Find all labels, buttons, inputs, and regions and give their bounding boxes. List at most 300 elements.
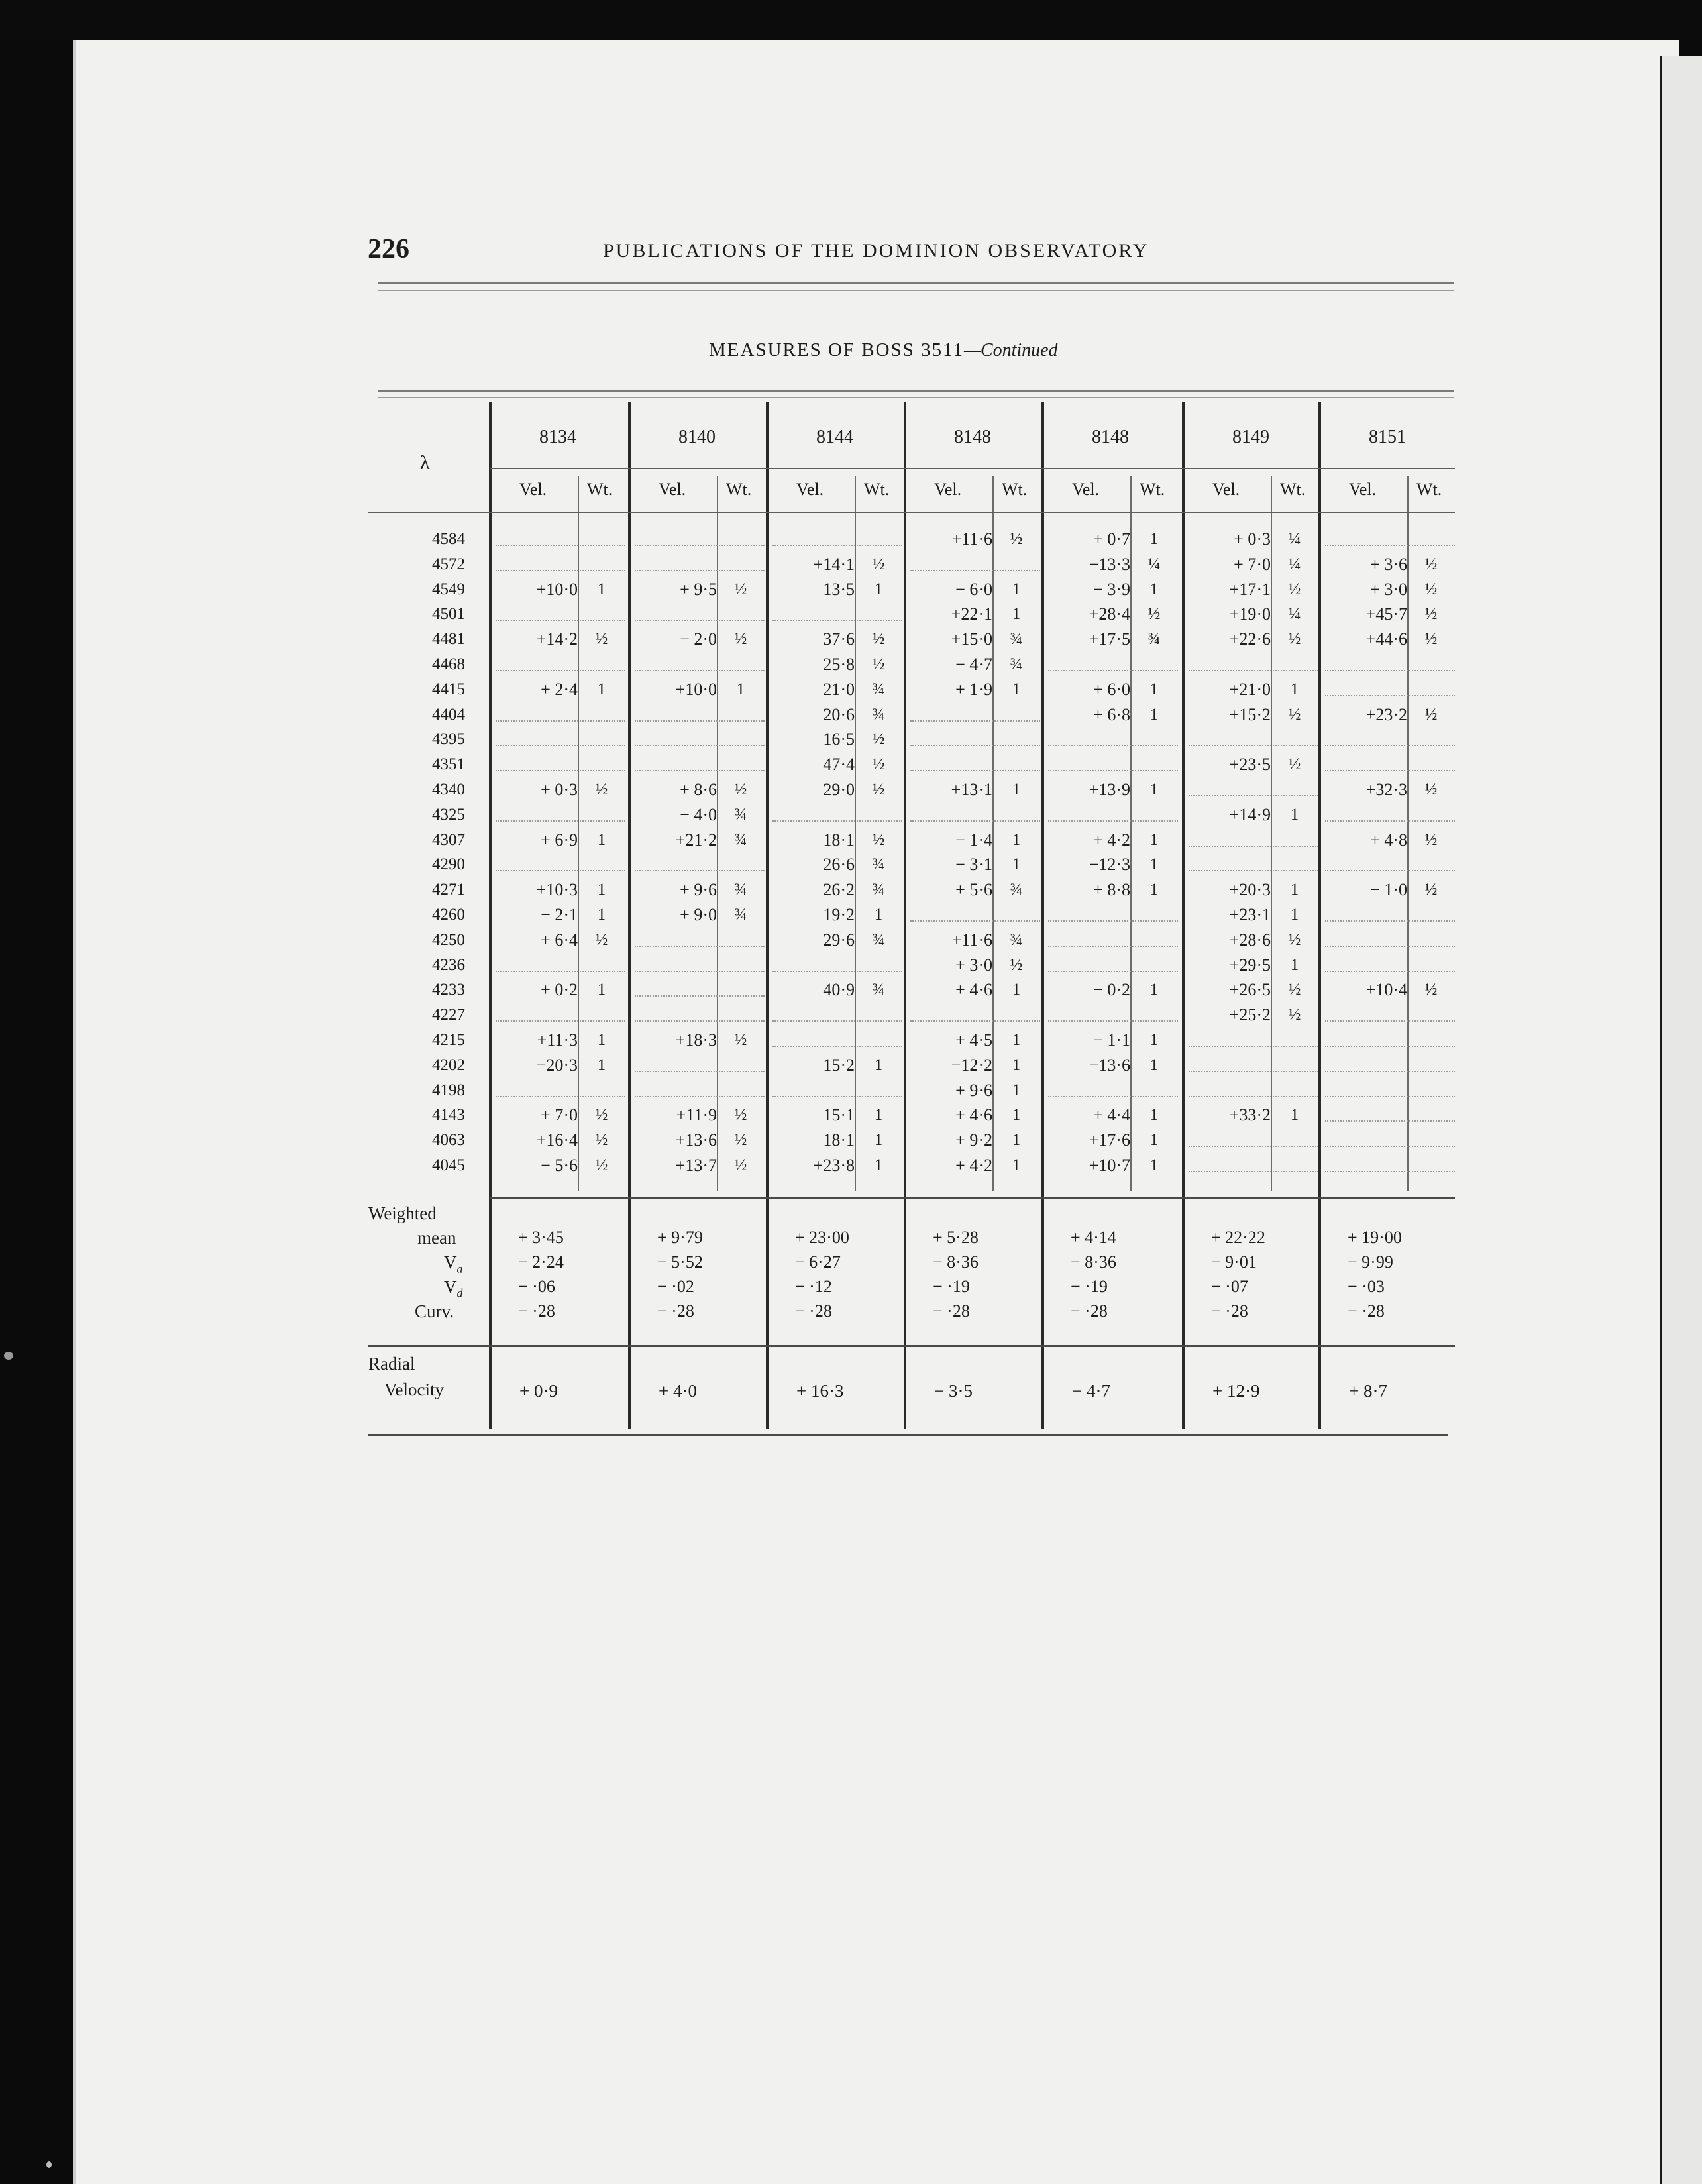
empty-cell-leader [1325, 545, 1455, 546]
weight-value: ½ [1147, 605, 1161, 624]
velocity-value: + 0·3 [541, 780, 578, 799]
empty-cell-leader [1189, 1046, 1318, 1047]
velocity-value: +11·9 [676, 1105, 717, 1125]
velocity-value: 16·5 [823, 730, 855, 749]
weight-value: 1 [1012, 1056, 1021, 1074]
velocity-value: + 3·6 [1370, 554, 1407, 574]
velocity-value: +11·6 [951, 930, 992, 950]
velocity-value: +13·9 [1089, 780, 1130, 799]
weight-value: ½ [1010, 530, 1023, 548]
velocity-value: − 1·4 [955, 830, 992, 849]
plate-header-rule [490, 468, 1455, 469]
weighted-mean-value: + 19·00 [1348, 1228, 1402, 1247]
velocity-value: +23·2 [1365, 704, 1407, 724]
plate-number: 8140 [678, 427, 716, 447]
weight-value: 1 [597, 1031, 606, 1049]
velocity-value: +19·0 [1229, 604, 1271, 624]
velocity-value: +23·1 [1229, 905, 1271, 924]
weight-value: 1 [1012, 830, 1021, 849]
empty-cell-leader [635, 545, 765, 546]
weight-value: ¾ [1147, 630, 1161, 649]
weight-value: ½ [1424, 781, 1438, 798]
table-bottom-rule [368, 1434, 1448, 1436]
velocity-value: 26·6 [823, 855, 855, 875]
summary-rule [368, 1345, 1455, 1347]
wavelength-label: 4468 [432, 655, 465, 673]
wavelength-label: 4063 [432, 1131, 465, 1150]
empty-cell-leader [496, 620, 625, 621]
weight-value: ¾ [734, 906, 747, 924]
velocity-value: −12·3 [1089, 855, 1130, 875]
empty-cell-leader [496, 870, 625, 871]
plate-number: 8151 [1369, 427, 1406, 447]
velocity-value: +33·2 [1229, 1105, 1271, 1125]
weight-value: ¾ [1010, 630, 1023, 649]
velocity-value: 21·0 [823, 679, 855, 699]
weight-value: ¾ [734, 830, 747, 849]
weight-value: 1 [1012, 1156, 1021, 1174]
weight-value: ¼ [1288, 555, 1301, 573]
vd-value: − ·19 [1071, 1277, 1108, 1296]
velocity-value: + 6·9 [541, 830, 578, 849]
radial-velocity-value: − 4·7 [1072, 1381, 1110, 1401]
weight-value: ½ [1424, 830, 1438, 849]
velocity-value: − 1·1 [1093, 1030, 1130, 1050]
weight-value: 1 [1149, 981, 1159, 999]
radial-velocity-value: + 8·7 [1349, 1381, 1387, 1401]
empty-cell-leader [635, 720, 765, 722]
empty-cell-leader [772, 1020, 902, 1022]
velocity-value: +13·6 [675, 1130, 717, 1150]
va-value: − 9·99 [1348, 1252, 1393, 1272]
weight-value: ½ [734, 1031, 747, 1049]
empty-cell-leader [496, 670, 625, 671]
weight-value: 1 [1290, 956, 1299, 974]
weight-value: ½ [1010, 956, 1023, 974]
weight-value: 1 [1149, 1106, 1159, 1124]
curv-value: − ·28 [933, 1301, 970, 1321]
weighted-mean-value: + 4·14 [1071, 1228, 1116, 1247]
empty-cell-leader [635, 946, 765, 947]
weight-value: 1 [874, 1156, 883, 1174]
plate-number: 8144 [816, 427, 853, 447]
va-value: − 8·36 [1071, 1252, 1116, 1272]
empty-cell-leader [910, 570, 1040, 571]
velocity-value: 29·0 [823, 780, 855, 799]
va-value: − 8·36 [933, 1252, 979, 1272]
empty-cell-leader [1048, 1020, 1178, 1022]
vel-wt-divider [1130, 476, 1132, 1191]
weight-value: ½ [734, 1156, 747, 1174]
vel-header: Vel. [934, 480, 962, 499]
velocity-value: +15·2 [1229, 704, 1271, 724]
empty-cell-leader [910, 745, 1040, 746]
velocity-value: − 2·0 [680, 629, 717, 649]
weighted-label-2: mean [417, 1228, 456, 1248]
velocity-value: +16·4 [536, 1130, 578, 1150]
subheader-rule [368, 512, 1455, 513]
weight-value: ½ [872, 555, 885, 573]
wavelength-label: 4143 [432, 1106, 465, 1124]
weight-value: 1 [1149, 680, 1159, 698]
velocity-value: + 4·2 [955, 1156, 992, 1175]
empty-cell-leader [1325, 1020, 1455, 1022]
weight-value: 1 [1290, 805, 1299, 824]
curv-value: − ·28 [657, 1301, 694, 1321]
velocity-value: +26·5 [1229, 980, 1271, 1000]
weight-value: ½ [1424, 605, 1438, 624]
weight-value: ¾ [1010, 930, 1023, 949]
wt-header: Wt. [1416, 480, 1442, 499]
scan-speck [46, 2161, 52, 2168]
vd-value: − ·03 [1348, 1277, 1385, 1296]
velocity-value: +32·3 [1365, 780, 1407, 799]
empty-cell-leader [496, 1020, 625, 1022]
velocity-value: + 8·8 [1093, 880, 1130, 900]
plate-number: 8148 [1092, 427, 1129, 447]
vel-wt-divider [1271, 476, 1272, 1191]
velocity-value: 18·1 [823, 830, 855, 849]
empty-cell-leader [1189, 745, 1318, 746]
velocity-value: + 1·9 [955, 679, 992, 699]
velocity-value: − 0·2 [1093, 980, 1130, 1000]
weight-value: 1 [874, 580, 883, 598]
empty-cell-leader [635, 870, 765, 871]
vd-label-text: V [444, 1277, 457, 1297]
empty-cell-leader [635, 745, 765, 746]
va-value: − 5·52 [657, 1252, 703, 1272]
weight-value: ½ [1424, 630, 1438, 649]
velocity-value: +10·4 [1365, 980, 1407, 1000]
velocity-value: +14·9 [1229, 804, 1271, 824]
wavelength-label: 4233 [432, 981, 465, 999]
wavelength-label: 4271 [432, 881, 465, 899]
empty-cell-leader [1325, 695, 1455, 696]
empty-cell-leader [1189, 1171, 1318, 1172]
velocity-value: − 2·1 [541, 905, 578, 924]
velocity-value: + 0·3 [1234, 529, 1271, 549]
velocity-value: +13·7 [675, 1156, 717, 1175]
weight-value: 1 [1012, 580, 1021, 598]
wavelength-label: 4415 [432, 680, 465, 698]
velocity-value: + 7·0 [541, 1105, 578, 1125]
column-divider [904, 402, 906, 1429]
radial-velocity-value: − 3·5 [934, 1381, 973, 1401]
velocity-value: +11·6 [951, 529, 992, 549]
velocity-value: +10·3 [536, 880, 578, 900]
empty-cell-leader [772, 1096, 902, 1097]
weight-value: 1 [597, 680, 606, 698]
velocity-value: +14·1 [813, 554, 855, 574]
weight-value: ½ [734, 1131, 747, 1150]
curv-value: − ·28 [1071, 1301, 1108, 1321]
wavelength-label: 4340 [432, 781, 465, 798]
empty-cell-leader [635, 1071, 765, 1072]
empty-cell-leader [910, 1020, 1040, 1022]
weight-value: 1 [1290, 1106, 1299, 1124]
velocity-value: 26·2 [823, 880, 855, 900]
velocity-value: − 5·6 [541, 1156, 578, 1175]
empty-cell-leader [635, 1020, 765, 1022]
velocity-value: +15·0 [951, 629, 992, 649]
weight-value: ½ [872, 755, 885, 774]
empty-cell-leader [1048, 920, 1178, 922]
weight-value: ½ [1288, 930, 1301, 949]
vel-header: Vel. [659, 480, 686, 499]
weight-value: 1 [1149, 881, 1159, 899]
empty-cell-leader [772, 620, 902, 621]
weight-value: 1 [874, 1106, 883, 1124]
empty-cell-leader [635, 570, 765, 571]
velocity-value: +45·7 [1365, 604, 1407, 624]
vd-value: − ·12 [795, 1277, 832, 1296]
weight-value: 1 [1149, 781, 1159, 798]
velocity-value: − 4·7 [955, 655, 992, 674]
empty-cell-leader [1325, 971, 1455, 972]
wt-header: Wt. [587, 480, 613, 499]
empty-cell-leader [1048, 770, 1178, 771]
velocity-value: −20·3 [536, 1055, 578, 1075]
radial-label-2: Velocity [384, 1380, 444, 1399]
velocity-value: +23·8 [813, 1156, 855, 1175]
velocity-value: − 4·0 [680, 804, 717, 824]
wavelength-label: 4572 [432, 555, 465, 573]
weight-value: ½ [734, 781, 747, 798]
velocity-value: + 3·0 [1370, 579, 1407, 599]
velocity-value: +14·2 [536, 629, 578, 649]
weight-value: ¼ [1288, 530, 1301, 548]
weight-value: ¾ [872, 705, 885, 724]
velocity-value: −13·6 [1089, 1055, 1130, 1075]
weight-value: ¾ [1010, 655, 1023, 673]
weight-value: ¾ [872, 930, 885, 949]
weight-value: 1 [1149, 1056, 1159, 1074]
wavelength-label: 4202 [432, 1056, 465, 1074]
velocity-value: +18·3 [675, 1030, 717, 1050]
body-bottom-rule [490, 1197, 1455, 1199]
wavelength-label: 4307 [432, 830, 465, 849]
velocity-value: + 9·0 [680, 905, 717, 924]
velocity-value: +10·7 [1089, 1156, 1130, 1175]
velocity-value: +22·6 [1229, 629, 1271, 649]
weight-value: ¾ [1010, 881, 1023, 899]
vel-header: Vel. [1072, 480, 1100, 499]
velocity-value: + 4·2 [1093, 830, 1130, 849]
velocity-value: + 4·6 [955, 1105, 992, 1125]
weight-value: ½ [1288, 580, 1301, 598]
weight-value: 1 [1012, 1106, 1021, 1124]
empty-cell-leader [1189, 1146, 1318, 1147]
wavelength-label: 4227 [432, 1006, 465, 1024]
velocity-value: +22·1 [951, 604, 992, 624]
velocity-value: +10·0 [536, 579, 578, 599]
velocity-value: 47·4 [823, 755, 855, 775]
weight-value: ½ [595, 1131, 608, 1150]
weighted-mean-value: + 3·45 [518, 1228, 564, 1247]
vel-header: Vel. [1212, 480, 1240, 499]
weight-value: ¾ [734, 805, 747, 824]
weight-value: ½ [595, 630, 608, 649]
weight-value: 1 [874, 906, 883, 924]
weight-value: 1 [1149, 530, 1159, 548]
vd-value: − ·02 [657, 1277, 694, 1296]
vel-wt-divider [855, 476, 856, 1191]
velocity-value: + 4·6 [955, 980, 992, 1000]
wavelength-label: 4325 [432, 805, 465, 824]
weight-value: ½ [1288, 630, 1301, 649]
empty-cell-leader [910, 920, 1040, 922]
velocity-value: 18·1 [823, 1130, 855, 1150]
weight-value: 1 [1149, 705, 1159, 724]
velocity-value: − 3·1 [955, 855, 992, 875]
weight-value: ½ [872, 781, 885, 798]
weight-value: ½ [595, 1106, 608, 1124]
vd-value: − ·19 [933, 1277, 970, 1296]
velocity-value: − 3·9 [1093, 579, 1130, 599]
empty-cell-leader [635, 670, 765, 671]
radial-label-1: Radial [368, 1354, 415, 1374]
velocity-value: −13·3 [1089, 554, 1130, 574]
velocity-value: + 3·0 [955, 955, 992, 975]
velocity-value: +17·5 [1089, 629, 1130, 649]
velocity-value: 40·9 [823, 980, 855, 1000]
weight-value: 1 [1149, 1131, 1159, 1150]
weight-value: 1 [874, 1131, 883, 1150]
column-divider [766, 402, 769, 1429]
empty-cell-leader [1325, 1120, 1455, 1122]
empty-cell-leader [1325, 946, 1455, 947]
weight-value: ½ [1424, 705, 1438, 724]
va-label-text: V [444, 1252, 457, 1272]
weight-value: 1 [1149, 580, 1159, 598]
wt-header: Wt. [1280, 480, 1306, 499]
radial-velocity-value: + 0·9 [519, 1381, 558, 1401]
empty-cell-leader [635, 1096, 765, 1097]
wt-header: Wt. [726, 480, 752, 499]
velocity-value: 25·8 [823, 655, 855, 674]
scan-speck [4, 1352, 13, 1360]
weighted-mean-value: + 5·28 [933, 1228, 979, 1247]
va-value: − 6·27 [795, 1252, 841, 1272]
empty-cell-leader [1325, 1046, 1455, 1047]
velocity-value: + 7·0 [1234, 554, 1271, 574]
weight-value: 1 [597, 881, 606, 899]
velocity-value: 29·6 [823, 930, 855, 950]
vel-wt-divider [992, 476, 994, 1191]
weight-value: ¾ [872, 881, 885, 899]
table-title-suffix: —Continued [964, 340, 1058, 360]
velocity-value: + 0·7 [1093, 529, 1130, 549]
empty-cell-leader [496, 720, 625, 722]
radial-velocity-value: + 16·3 [796, 1381, 844, 1401]
plate-number: 8148 [954, 427, 991, 447]
empty-cell-leader [1325, 1071, 1455, 1072]
wavelength-label: 4501 [432, 605, 465, 624]
vel-wt-divider [717, 476, 718, 1191]
velocity-value: 19·2 [823, 905, 855, 924]
weighted-mean-value: + 23·00 [795, 1228, 849, 1247]
wavelength-label: 4236 [432, 956, 465, 974]
weight-value: ½ [1288, 1006, 1301, 1024]
velocity-value: +21·2 [675, 830, 717, 849]
weight-value: ½ [734, 1106, 747, 1124]
weight-value: 1 [736, 680, 745, 698]
wavelength-label: 4404 [432, 705, 465, 724]
radial-velocity-value: + 12·9 [1212, 1381, 1260, 1401]
wavelength-label: 4290 [432, 855, 465, 874]
empty-cell-leader [772, 820, 902, 822]
velocity-value: +28·4 [1089, 604, 1130, 624]
empty-cell-leader [635, 770, 765, 771]
empty-cell-leader [1325, 1146, 1455, 1147]
weight-value: 1 [1149, 1031, 1159, 1049]
column-divider [628, 402, 631, 1429]
weight-value: 1 [1290, 906, 1299, 924]
weight-value: ¾ [872, 981, 885, 999]
weight-value: ½ [1424, 555, 1438, 573]
empty-cell-leader [1325, 770, 1455, 771]
vd-label [444, 1277, 463, 1300]
velocity-value: +20·3 [1229, 880, 1271, 900]
weight-value: ¾ [734, 881, 747, 899]
vel-header: Vel. [519, 480, 547, 499]
vel-wt-divider [578, 476, 579, 1191]
weight-value: 1 [1290, 881, 1299, 899]
weight-value: 1 [1012, 781, 1021, 798]
curv-value: − ·28 [1211, 1301, 1248, 1321]
empty-cell-leader [1325, 670, 1455, 671]
weight-value: ½ [1288, 705, 1301, 724]
empty-cell-leader [496, 570, 625, 571]
empty-cell-leader [1325, 745, 1455, 746]
weight-value: ½ [1424, 981, 1438, 999]
empty-cell-leader [1048, 745, 1178, 746]
velocity-value: +11·3 [537, 1030, 578, 1050]
curv-label: Curv. [415, 1301, 454, 1321]
wavelength-label: 4260 [432, 906, 465, 924]
weight-value: 1 [1149, 855, 1159, 874]
velocity-value: + 4·5 [955, 1030, 992, 1050]
weight-value: 1 [1012, 855, 1021, 874]
weight-value: ½ [872, 630, 885, 649]
empty-cell-leader [1048, 946, 1178, 947]
velocity-value: 13·5 [823, 579, 855, 599]
velocity-value: + 6·0 [1093, 679, 1130, 699]
wt-header: Wt. [864, 480, 890, 499]
empty-cell-leader [1048, 1096, 1178, 1097]
velocity-value: + 6·8 [1093, 704, 1130, 724]
weight-value: ½ [595, 1156, 608, 1174]
weight-value: ½ [734, 580, 747, 598]
wavelength-label: 4045 [432, 1156, 465, 1174]
empty-cell-leader [772, 971, 902, 972]
empty-cell-leader [496, 1096, 625, 1097]
va-label [444, 1252, 463, 1276]
weight-value: 1 [597, 580, 606, 598]
weight-value: 1 [1012, 605, 1021, 624]
table-title-text: MEASURES OF BOSS 3511 [709, 339, 964, 360]
page-number: 226 [368, 234, 409, 264]
empty-cell-leader [1325, 1096, 1455, 1097]
va-value: − 2·24 [518, 1252, 564, 1272]
empty-cell-leader [1325, 1171, 1455, 1172]
vd-value: − ·06 [518, 1277, 555, 1296]
wavelength-label: 4481 [432, 630, 465, 649]
weight-value: ½ [1424, 881, 1438, 899]
vel-header: Vel. [796, 480, 824, 499]
velocity-value: +21·0 [1229, 679, 1271, 699]
empty-cell-leader [910, 820, 1040, 822]
